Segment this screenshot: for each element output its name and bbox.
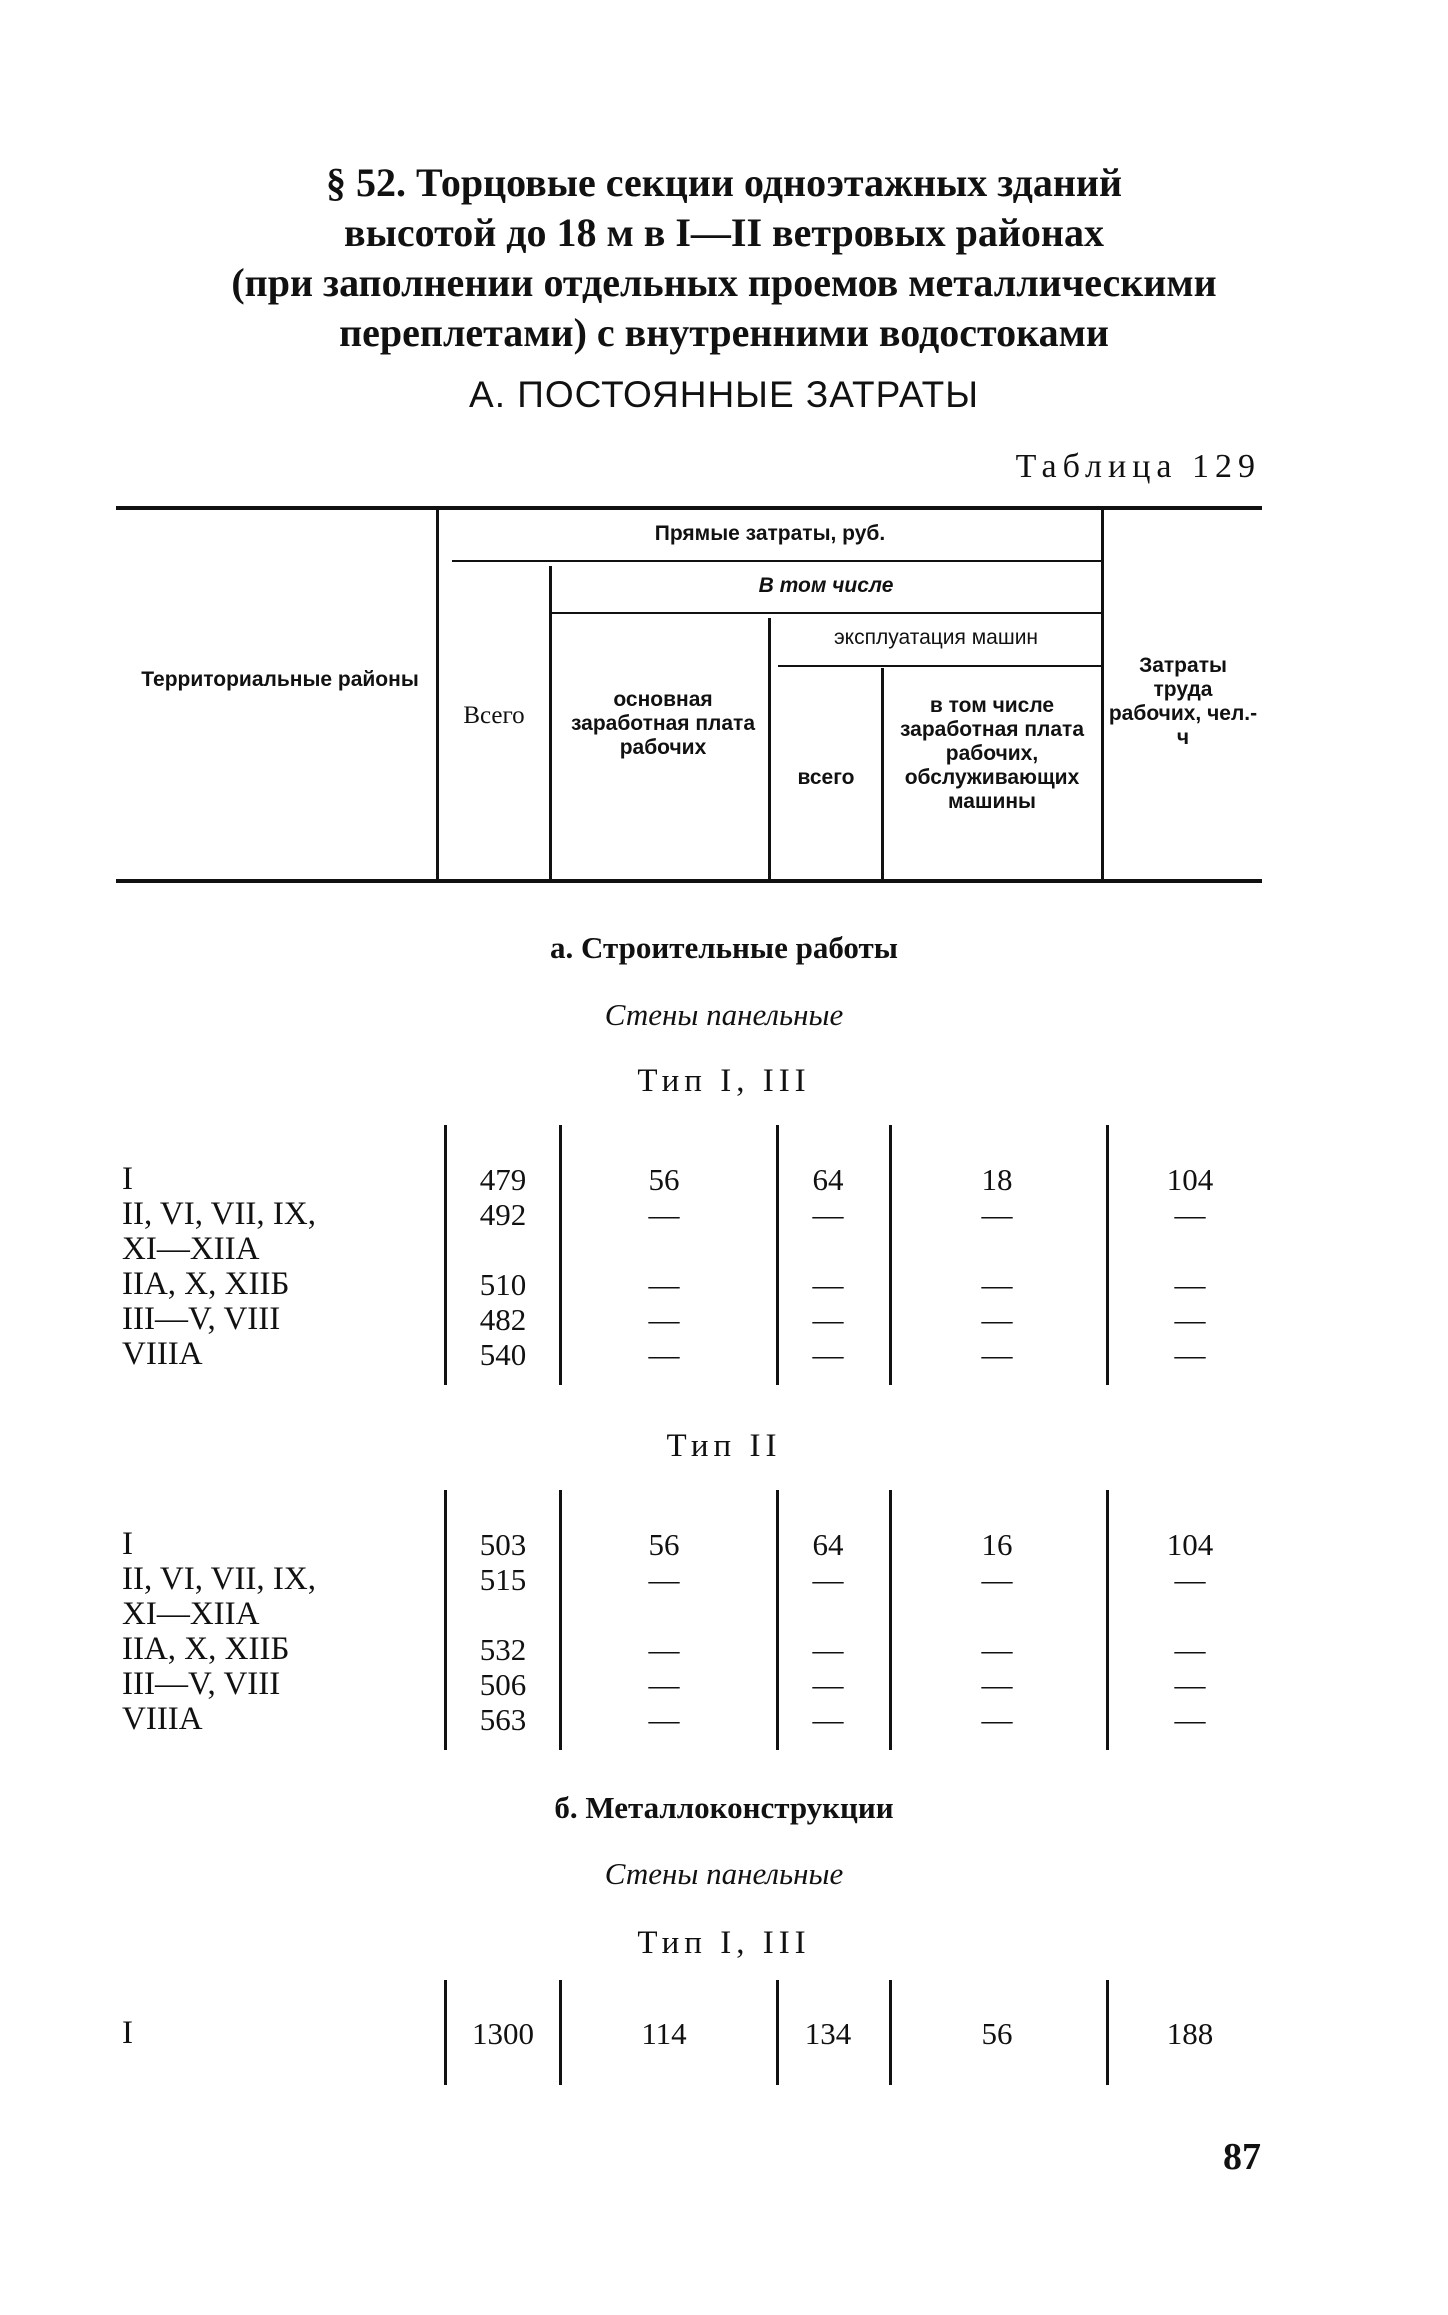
row-region: II, VI, VII, IX,: [122, 1561, 316, 1597]
cell-labor: —: [1174, 1337, 1206, 1372]
cell-base-wage: —: [648, 1667, 680, 1702]
header-territorial: Территориальные районы: [141, 668, 419, 691]
cell-total: 503: [479, 1527, 527, 1562]
type-heading: Тип I, III: [637, 1063, 811, 1099]
row-region: IIА, X, XIIБ: [122, 1266, 290, 1302]
table-header-bottom-rule: [116, 879, 1262, 883]
cell-labor: —: [1174, 1562, 1206, 1597]
cell-total: 563: [479, 1702, 527, 1737]
cell-machine-wage: —: [981, 1562, 1013, 1597]
section-heading: а. Строительные работы: [550, 930, 898, 965]
header-hrule: [452, 560, 1101, 562]
column-rule: [1106, 1490, 1109, 1750]
header-hrule: [552, 612, 1101, 614]
cell-base-wage: —: [648, 1632, 680, 1667]
cell-machine-total: —: [812, 1702, 844, 1737]
header-including: В том числе: [758, 574, 894, 597]
cell-total: 506: [479, 1667, 527, 1702]
cell-machine-total: 64: [812, 1527, 844, 1562]
header-divider: [768, 618, 771, 879]
section-subheading: Стены панельные: [604, 1856, 844, 1891]
cell-labor: —: [1174, 1667, 1206, 1702]
row-region: IIА, X, XIIБ: [122, 1631, 290, 1667]
cell-labor: —: [1174, 1702, 1206, 1737]
cell-machine-total: —: [812, 1337, 844, 1372]
row-region: III—V, VIII: [122, 1666, 281, 1702]
page-number: 87: [1223, 2136, 1261, 2178]
column-rule: [1106, 1980, 1109, 2085]
cell-machine-total: 134: [804, 2016, 852, 2051]
cell-machine-wage: —: [981, 1267, 1013, 1302]
header-hrule: [778, 665, 1101, 667]
header-machine-operation: эксплуатация машин: [833, 626, 1039, 649]
cell-machine-wage: —: [981, 1197, 1013, 1232]
type-heading: Тип I, III: [637, 1925, 811, 1961]
header-labor: Затраты труда рабочих, чел.-ч: [1108, 654, 1258, 749]
cell-machine-total: —: [812, 1302, 844, 1337]
cell-base-wage: —: [648, 1562, 680, 1597]
header-machine-wage: в том числе заработная плата рабочих, обслуживающих машины: [899, 694, 1085, 813]
cell-total: 1300: [472, 2016, 534, 2051]
row-region: I: [122, 2015, 133, 2051]
header-total: Всего: [463, 702, 525, 729]
cell-labor: 188: [1166, 2016, 1214, 2051]
cell-machine-total: —: [812, 1667, 844, 1702]
cell-machine-wage: 16: [981, 1527, 1013, 1562]
header-direct-costs: Прямые затраты, руб.: [654, 522, 886, 545]
title-line-1: § 52. Торцовые секции одноэтажных зданий: [326, 160, 1122, 205]
header-base-wage: основная заработная плата рабочих: [570, 688, 756, 759]
cell-base-wage: —: [648, 1267, 680, 1302]
cell-machine-wage: 56: [981, 2016, 1013, 2051]
cell-labor: —: [1174, 1197, 1206, 1232]
cell-machine-wage: —: [981, 1302, 1013, 1337]
type-heading: Тип II: [666, 1428, 782, 1464]
row-region-continued: XI—XIIА: [122, 1596, 260, 1632]
cell-labor: 104: [1166, 1162, 1214, 1197]
section-a-heading: А. ПОСТОЯННЫЕ ЗАТРАТЫ: [469, 374, 979, 415]
cell-machine-total: —: [812, 1562, 844, 1597]
cell-total: 510: [479, 1267, 527, 1302]
cell-labor: —: [1174, 1267, 1206, 1302]
cell-labor: 104: [1166, 1527, 1214, 1562]
cell-machine-wage: —: [981, 1702, 1013, 1737]
cell-base-wage: —: [648, 1302, 680, 1337]
cell-base-wage: —: [648, 1337, 680, 1372]
row-region: VIIIА: [122, 1336, 203, 1372]
column-rule: [889, 1980, 892, 2085]
column-rule: [1106, 1125, 1109, 1385]
title-line-2: высотой до 18 м в I—II ветровых районах: [344, 210, 1104, 255]
cell-labor: —: [1174, 1302, 1206, 1337]
cell-machine-total: —: [812, 1267, 844, 1302]
cell-base-wage: —: [648, 1197, 680, 1232]
header-machine-total: всего: [797, 766, 855, 789]
row-region: III—V, VIII: [122, 1301, 281, 1337]
cell-total: 540: [479, 1337, 527, 1372]
cell-total: 515: [479, 1562, 527, 1597]
cell-total: 482: [479, 1302, 527, 1337]
section-heading: б. Металлоконструкции: [554, 1790, 894, 1825]
row-region: II, VI, VII, IX,: [122, 1196, 316, 1232]
cell-machine-total: —: [812, 1632, 844, 1667]
header-divider: [881, 668, 884, 879]
cell-total: 492: [479, 1197, 527, 1232]
cell-labor: —: [1174, 1632, 1206, 1667]
header-divider: [1101, 510, 1104, 879]
cell-machine-total: —: [812, 1197, 844, 1232]
column-rule: [889, 1490, 892, 1750]
cell-base-wage: —: [648, 1702, 680, 1737]
row-region: I: [122, 1161, 133, 1197]
column-rule: [889, 1125, 892, 1385]
cell-total: 532: [479, 1632, 527, 1667]
section-subheading: Стены панельные: [604, 997, 844, 1032]
cell-machine-total: 64: [812, 1162, 844, 1197]
cell-base-wage: 114: [641, 2016, 687, 2051]
cell-machine-wage: —: [981, 1667, 1013, 1702]
row-region: I: [122, 1526, 133, 1562]
section-title: [0, 158, 1448, 358]
header-divider: [436, 510, 439, 879]
title-line-3: (при заполнении отдельных проемов металлическими: [231, 260, 1217, 305]
cell-machine-wage: —: [981, 1632, 1013, 1667]
cell-machine-wage: 18: [981, 1162, 1013, 1197]
table-number: Таблица 129: [1015, 448, 1261, 485]
row-region: VIIIА: [122, 1701, 203, 1737]
row-region-continued: XI—XIIА: [122, 1231, 260, 1267]
title-line-4: переплетами) с внутренними водостоками: [339, 310, 1109, 355]
table-top-rule: [116, 506, 1262, 510]
cell-base-wage: 56: [648, 1527, 680, 1562]
cell-machine-wage: —: [981, 1337, 1013, 1372]
cell-base-wage: 56: [648, 1162, 680, 1197]
cell-total: 479: [479, 1162, 527, 1197]
